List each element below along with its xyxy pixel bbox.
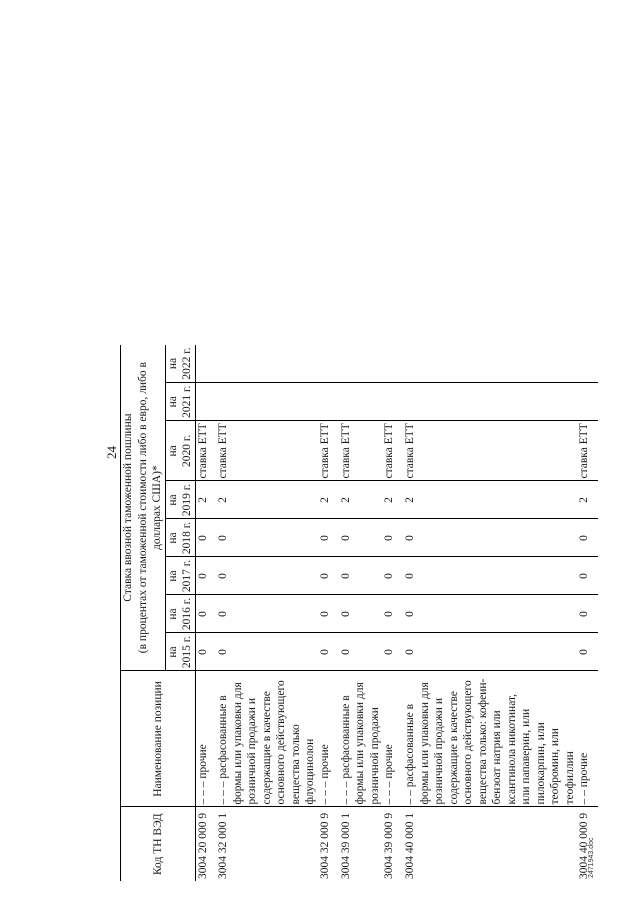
rate-2022 <box>403 345 577 383</box>
rate-2019: 2 <box>216 481 318 519</box>
row-code: 3004 40 000 9 <box>578 812 590 879</box>
table-row <box>382 345 403 881</box>
header-rate-subtitle: (в процентах от таможенной стоимости либо в евро, либо в долларах США)* <box>136 345 166 671</box>
header-row-1 <box>121 345 136 881</box>
table-row <box>195 345 216 881</box>
row-name: – – – расфасованные в формы или упаковки для розничной продажи <box>339 671 383 807</box>
rate-2015: 0 <box>382 633 403 671</box>
header-name: Наименование позиции <box>121 671 196 807</box>
rate-2022 <box>577 345 598 383</box>
rate-2017: 0 <box>339 557 383 595</box>
row-name: – – прочие <box>577 671 598 807</box>
rate-2021 <box>382 383 403 421</box>
header-rate-title: Ставка ввозной таможенной пошлины <box>121 345 136 671</box>
rate-2020: ставка ЕТТ <box>382 421 403 481</box>
rate-2020: ставка ЕТТ <box>216 421 318 481</box>
rate-2016: 0 <box>216 595 318 633</box>
rate-2022 <box>216 345 318 383</box>
row-code: 3004 32 000 1 <box>217 812 229 879</box>
rate-2018: 0 <box>339 519 383 557</box>
year-2018: на 2018 г. <box>165 519 195 557</box>
rate-2016: 0 <box>403 595 577 633</box>
header-code: Код ТН ВЭД <box>121 807 196 881</box>
table-row <box>339 345 383 881</box>
rate-2017: 0 <box>403 557 577 595</box>
row-code: 3004 39 000 1 <box>339 812 352 879</box>
page-number: 24 <box>104 446 119 459</box>
year-2020: на 2020 г. <box>165 421 195 481</box>
rate-2020: ставка ЕТТ <box>339 421 383 481</box>
rate-2019: 2 <box>318 481 339 519</box>
rate-2015: 0 <box>195 633 216 671</box>
rate-2019: 2 <box>403 481 577 519</box>
rate-2020: ставка ЕТТ <box>318 421 339 481</box>
year-2015: на 2015 г. <box>165 633 195 671</box>
table-row <box>216 345 318 881</box>
rate-2018: 0 <box>577 519 598 557</box>
rate-2021 <box>318 383 339 421</box>
year-2019: на 2019 г. <box>165 481 195 519</box>
rate-2018: 0 <box>318 519 339 557</box>
rate-2020: ставка ЕТТ <box>403 421 577 481</box>
rate-2021 <box>403 383 577 421</box>
rate-2022 <box>195 345 216 383</box>
row-name: – – – прочие <box>195 671 216 807</box>
rate-2016: 0 <box>339 595 383 633</box>
rate-2022 <box>339 345 383 383</box>
year-2017: на 2017 г. <box>165 557 195 595</box>
rate-2016: 0 <box>382 595 403 633</box>
rate-2015: 0 <box>318 633 339 671</box>
rate-2022 <box>382 345 403 383</box>
rate-2018: 0 <box>195 519 216 557</box>
rate-2018: 0 <box>216 519 318 557</box>
row-name: – – расфасованные в формы или упаковки для розничной продажи и содержащие в качестве основного действующего вещества только: кофеин-бензоат натрия или ксантинола никотинат, или папаверин, или пилокарпин, или теобромин, или теофиллин <box>403 671 577 807</box>
rate-2017: 0 <box>382 557 403 595</box>
rate-2020: ставка ЕТТ <box>195 421 216 481</box>
rate-2017: 0 <box>318 557 339 595</box>
rate-2015: 0 <box>339 633 383 671</box>
rate-2022 <box>318 345 339 383</box>
rate-2016: 0 <box>318 595 339 633</box>
rate-2015: 0 <box>403 633 577 671</box>
rate-2018: 0 <box>382 519 403 557</box>
tariff-table <box>120 345 598 881</box>
rate-2017: 0 <box>577 557 598 595</box>
rate-2015: 0 <box>577 633 598 671</box>
row-name: – – – прочие <box>382 671 403 807</box>
row-code: 3004 40 000 1 <box>404 812 416 879</box>
rate-2020: ставка ЕТТ <box>577 421 598 481</box>
row-code: 3004 20 000 9 <box>196 812 209 879</box>
rate-2021 <box>195 383 216 421</box>
rate-2021 <box>216 383 318 421</box>
rate-2019: 2 <box>195 481 216 519</box>
rate-2019: 2 <box>382 481 403 519</box>
rate-2021 <box>339 383 383 421</box>
rate-2015: 0 <box>216 633 318 671</box>
row-code: 3004 39 000 9 <box>383 812 395 879</box>
year-2022: на 2022 г. <box>165 345 195 383</box>
table-row <box>318 345 339 881</box>
rate-2016: 0 <box>195 595 216 633</box>
year-2016: на 2016 г. <box>165 595 195 633</box>
rate-2018: 0 <box>403 519 577 557</box>
rate-2021 <box>577 383 598 421</box>
table-row <box>403 345 577 881</box>
row-code: 3004 32 000 9 <box>318 812 331 879</box>
rate-2017: 0 <box>195 557 216 595</box>
year-2021: на 2021 г. <box>165 383 195 421</box>
document-file-code: 2471943.doc <box>588 837 595 878</box>
rate-2016: 0 <box>577 595 598 633</box>
rate-2017: 0 <box>216 557 318 595</box>
row-name: – – – расфасованные в формы или упаковки для розничной продажи и содержащие в качестве основного действующего вещества только флуоцинолон <box>216 671 318 807</box>
row-name: – – – прочие <box>318 671 339 807</box>
rate-2019: 2 <box>577 481 598 519</box>
rate-2019: 2 <box>339 481 383 519</box>
table-row <box>577 345 598 881</box>
